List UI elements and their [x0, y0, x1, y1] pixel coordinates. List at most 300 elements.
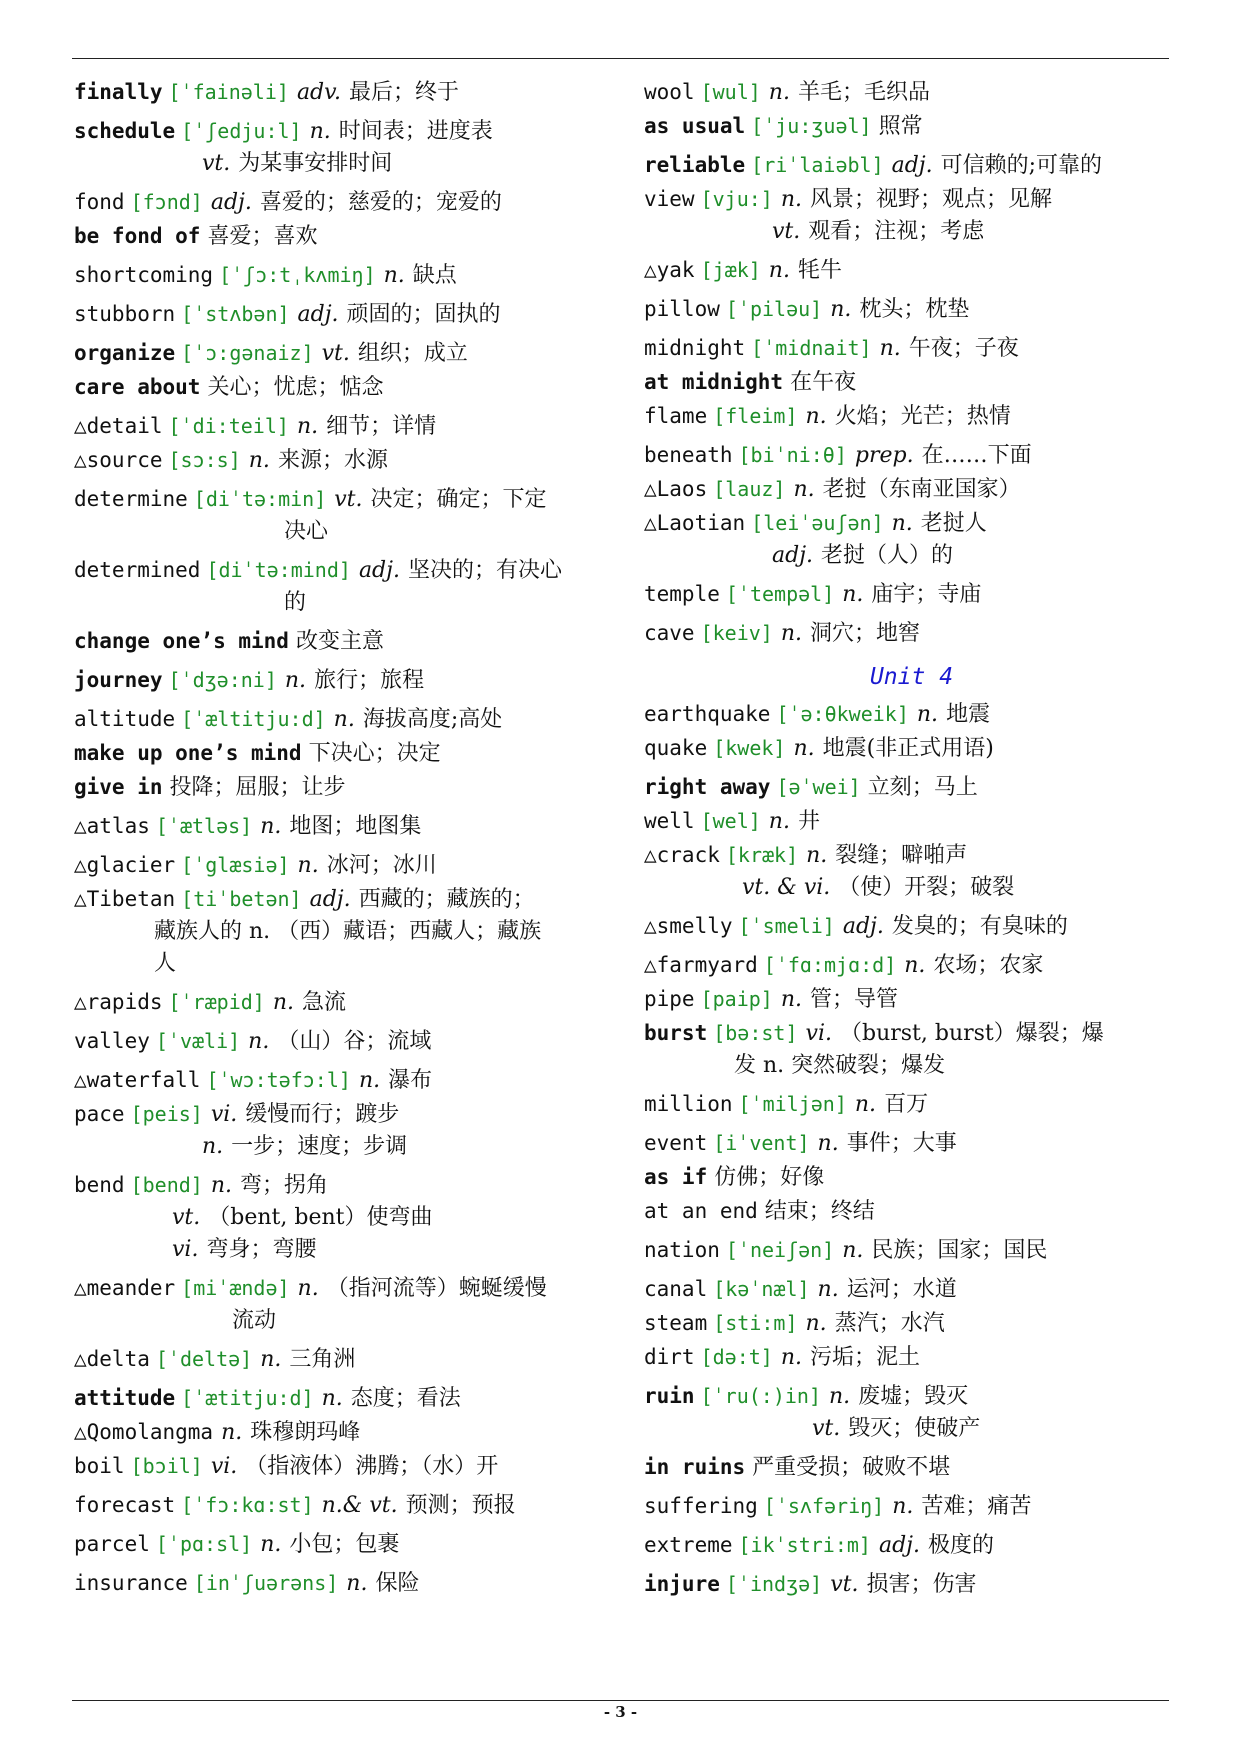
- entry-phonetic: [lauz]: [713, 477, 786, 501]
- entry-part-of-speech: n.: [830, 297, 852, 322]
- entry-word: care about: [74, 375, 201, 399]
- entry-word: △Qomolangma: [74, 1420, 214, 1444]
- entry-part-of-speech: vi.: [172, 1237, 199, 1262]
- entry-phonetic: [ˈwɔ:təfɔ:l]: [206, 1068, 351, 1092]
- entry-phonetic: [ˈvæli]: [155, 1029, 241, 1053]
- entry-phonetic: [peis]: [130, 1102, 203, 1126]
- entry-part-of-speech: vt.: [334, 487, 363, 512]
- entry-part-of-speech: n.: [321, 1386, 343, 1411]
- entry-word: million: [644, 1092, 733, 1116]
- entry-word: altitude: [74, 707, 176, 731]
- entry-phonetic: [wul]: [700, 80, 761, 104]
- entry-part-of-speech: n.: [780, 1345, 802, 1370]
- entry-definition: 污垢；泥土: [810, 1345, 921, 1370]
- entry-part-of-speech: adj.: [772, 543, 814, 568]
- entry-phonetic: [ˈætitju:d]: [181, 1386, 314, 1410]
- entry-part-of-speech: adj.: [842, 914, 884, 939]
- entry-phonetic: [ˈætləs]: [155, 814, 253, 838]
- entry-definition: 态度；看法: [350, 1386, 461, 1411]
- entry-word: valley: [74, 1029, 150, 1053]
- entry-phonetic: [ˈʃɔ:tˌkʌmiŋ]: [219, 263, 376, 287]
- entry-definition: 老挝（人）的: [821, 543, 954, 568]
- entry-phonetic: [sti:m]: [713, 1311, 798, 1335]
- vocab-entry: [74, 337, 604, 370]
- entry-phonetic: [əˈwei]: [776, 775, 861, 799]
- entry-phonetic: [ˈpɑ:sl]: [155, 1532, 253, 1556]
- entry-word: △farmyard: [644, 953, 758, 977]
- unit-heading: Unit 4: [869, 664, 954, 690]
- entry-word: △smelly: [644, 914, 733, 938]
- entry-word: beneath: [644, 443, 733, 467]
- entry-definition: （山）谷；流域: [277, 1029, 432, 1054]
- entry-part-of-speech: n.: [768, 80, 790, 105]
- entry-definition: 地图；地图集: [289, 814, 422, 839]
- vocab-entry: [644, 805, 1179, 838]
- entry-continuation: [74, 1131, 604, 1163]
- vocab-entry: [644, 110, 1179, 143]
- entry-part-of-speech: adj.: [297, 302, 339, 327]
- entry-definition: 地震(非正式用语): [822, 736, 994, 761]
- entry-definition: 枕头；枕垫: [859, 297, 970, 322]
- entry-definition: 在……下面: [921, 443, 1032, 468]
- entry-definition: 牦牛: [797, 258, 842, 283]
- vocab-entry: [74, 1272, 604, 1337]
- left-column: [74, 76, 604, 1606]
- entry-part-of-speech: n.: [346, 1571, 368, 1596]
- entry-word: boil: [74, 1454, 125, 1478]
- entry-phonetic: [ˈmiljən]: [738, 1092, 847, 1116]
- entry-phonetic: [ˈsmeli]: [738, 914, 835, 938]
- entry-word: make up one’s mind: [74, 741, 302, 765]
- entry-phonetic: [diˈtə:mind]: [206, 558, 351, 582]
- entry-phonetic: [keiv]: [700, 621, 773, 645]
- entry-phonetic: [ˈfɑ:mjɑ:d]: [763, 953, 897, 977]
- entry-part-of-speech: n.: [210, 1173, 232, 1198]
- entry-continuation: [74, 148, 604, 180]
- vocab-entry: [644, 1341, 1179, 1374]
- entry-phonetic: [ˈræpid]: [168, 990, 265, 1014]
- entry-part-of-speech: n.: [817, 1131, 839, 1156]
- entry-definition: 改变主意: [295, 629, 384, 654]
- entry-continuation: [644, 216, 1179, 248]
- entry-word: fond: [74, 190, 125, 214]
- entry-definition: 弯；拐角: [240, 1173, 329, 1198]
- vocab-entry: [644, 617, 1179, 650]
- entry-definition: 关心；忧虑；惦念: [207, 375, 384, 400]
- entry-definition: （指液体）沸腾；（水）开: [245, 1454, 499, 1479]
- entry-definition: 急流: [302, 990, 347, 1015]
- vocab-entry: [644, 366, 1179, 399]
- entry-word: in ruins: [644, 1455, 746, 1479]
- entry-part-of-speech: n.: [260, 814, 282, 839]
- vocab-entry: [74, 1064, 604, 1097]
- vocab-entry: [644, 439, 1179, 472]
- entry-definition: 毁灭；使破产: [848, 1416, 981, 1441]
- entry-definition: 苦难；痛苦: [921, 1494, 1032, 1519]
- entry-phonetic: [kræk]: [725, 843, 799, 867]
- entry-definition: 来源；水源: [277, 448, 388, 473]
- entry-word: △atlas: [74, 814, 150, 838]
- entry-definition: 事件；大事: [846, 1131, 957, 1156]
- entry-part-of-speech: n.: [202, 1134, 224, 1159]
- entry-part-of-speech: vt.: [172, 1205, 201, 1230]
- entry-word: △delta: [74, 1347, 150, 1371]
- entry-phonetic: [ˈindʒə]: [725, 1572, 823, 1596]
- entry-definition: 结束；终结: [764, 1199, 875, 1224]
- entry-word: burst: [644, 1021, 708, 1045]
- entry-part-of-speech: n.: [297, 1276, 319, 1301]
- entry-phonetic: [ˈtempəl]: [725, 582, 835, 606]
- vocab-entry: [74, 410, 604, 443]
- vocab-entry: [74, 220, 604, 253]
- entry-definition: 管；导管: [810, 987, 899, 1012]
- vocab-entry: [644, 149, 1179, 182]
- entry-definition: 损害；伤害: [866, 1572, 977, 1597]
- entry-phonetic: [kwek]: [713, 736, 786, 760]
- vocab-entry: [74, 298, 604, 331]
- entry-word: determined: [74, 558, 201, 582]
- vocab-entry: [644, 1307, 1179, 1340]
- entry-continuation: [644, 540, 1179, 572]
- entry-word: △meander: [74, 1276, 176, 1300]
- entry-definition: 流动: [232, 1308, 277, 1333]
- entry-part-of-speech: vt.: [321, 341, 350, 366]
- entry-definition: （burst, burst）爆裂；爆: [839, 1021, 1104, 1046]
- entry-definition: 庙宇；寺庙: [871, 582, 982, 607]
- entry-word: stubborn: [74, 302, 176, 326]
- entry-part-of-speech: n.: [842, 582, 864, 607]
- entry-definition: （指河流等）蜿蜒缓慢: [326, 1276, 547, 1301]
- vocab-entry: [644, 1088, 1179, 1121]
- entry-word: ruin: [644, 1384, 695, 1408]
- entry-definition: 下决心；决定: [308, 741, 441, 766]
- entry-word: temple: [644, 582, 720, 606]
- entry-part-of-speech: prep.: [854, 443, 914, 468]
- entry-definition: 照常: [878, 114, 923, 139]
- entry-word: as usual: [644, 114, 746, 138]
- vocab-entry: [644, 1127, 1179, 1160]
- entry-word: △Laos: [644, 477, 708, 501]
- entry-part-of-speech: adj.: [891, 153, 933, 178]
- entry-phonetic: [kəˈnæl]: [713, 1277, 810, 1301]
- entry-word: at midnight: [644, 370, 784, 394]
- vocab-entry: [74, 664, 604, 697]
- entry-definition: 缓慢而行；踱步: [245, 1102, 400, 1127]
- entry-word: reliable: [644, 153, 746, 177]
- entry-word: △glacier: [74, 853, 176, 877]
- vocab-entry: [644, 254, 1179, 287]
- entry-definition: 严重受损；破败不堪: [752, 1455, 951, 1480]
- vocab-entry: [644, 983, 1179, 1016]
- entry-part-of-speech: n.: [793, 477, 815, 502]
- entry-phonetic: [ˈdi:teil]: [168, 414, 289, 438]
- entry-word: earthquake: [644, 702, 771, 726]
- entry-definition: 废墟；毁灭: [858, 1384, 969, 1409]
- entry-part-of-speech: n.: [829, 1384, 851, 1409]
- entry-word: △source: [74, 448, 163, 472]
- entry-part-of-speech: vt.: [772, 219, 801, 244]
- entry-word: change one’s mind: [74, 629, 289, 653]
- entry-definition: 瀑布: [388, 1068, 433, 1093]
- entry-continuation: [74, 1202, 604, 1234]
- entry-part-of-speech: n.: [892, 1494, 914, 1519]
- footer-rule: [72, 1700, 1169, 1701]
- entry-phonetic: [ˈsʌfəriŋ]: [763, 1494, 885, 1518]
- entry-part-of-speech: n.: [248, 448, 270, 473]
- entry-definition: 老挝人: [920, 511, 987, 536]
- entry-phonetic: [bɔil]: [130, 1454, 203, 1478]
- vocab-entry: [644, 1195, 1179, 1228]
- header-rule: [72, 58, 1169, 59]
- vocab-entry: [644, 183, 1179, 248]
- entry-part-of-speech: n.: [854, 1092, 877, 1117]
- entry-part-of-speech: n.: [793, 736, 815, 761]
- entry-phonetic: [iˈvent]: [713, 1131, 810, 1155]
- entry-phonetic: [fleim]: [713, 404, 798, 428]
- entry-definition: 羊毛；毛织品: [797, 80, 930, 105]
- entry-part-of-speech: adv.: [296, 80, 341, 105]
- vocab-entry: [74, 849, 604, 882]
- vocab-entry: [644, 293, 1179, 326]
- entry-definition: 井: [797, 809, 820, 834]
- entry-phonetic: [fɔnd]: [130, 190, 203, 214]
- vocab-entry: [74, 986, 604, 1019]
- entry-phonetic: [miˈændə]: [181, 1276, 290, 1300]
- entry-word: finally: [74, 80, 163, 104]
- entry-definition: 发臭的；有臭味的: [891, 914, 1068, 939]
- entry-definition: 冰河；冰川: [326, 853, 437, 878]
- entry-phonetic: [wel]: [700, 809, 761, 833]
- entry-phonetic: [ˈfɔ:kɑ:st]: [181, 1493, 314, 1517]
- entry-word: bend: [74, 1173, 125, 1197]
- entry-phonetic: [riˈlaiəbl]: [751, 153, 884, 177]
- entry-part-of-speech: n.& vt.: [321, 1493, 398, 1518]
- vocab-entry: [644, 332, 1179, 365]
- entry-definition: 藏族人的 n. （西）藏语；西藏人；藏族: [154, 919, 542, 944]
- entry-part-of-speech: vi.: [210, 1102, 238, 1127]
- vocab-entry: [644, 1568, 1179, 1601]
- entry-word: insurance: [74, 1571, 188, 1595]
- entry-part-of-speech: n.: [780, 987, 802, 1012]
- entry-definition: 为某事安排时间: [238, 151, 393, 176]
- vocab-entry: [74, 76, 604, 109]
- entry-definition: 海拔高度;高处: [362, 707, 503, 732]
- entry-part-of-speech: n.: [768, 809, 790, 834]
- vocab-entry: [644, 1234, 1179, 1267]
- entry-word: wool: [644, 80, 695, 104]
- entry-part-of-speech: n.: [780, 621, 802, 646]
- entry-part-of-speech: vt.: [202, 151, 231, 176]
- entry-phonetic: [bə:st]: [713, 1021, 798, 1045]
- entry-phonetic: [sɔ:s]: [168, 448, 241, 472]
- vocab-entry: [74, 186, 604, 219]
- entry-definition: 民族；国家；国民: [871, 1238, 1048, 1263]
- vocab-entry: [74, 703, 604, 736]
- vocab-entry: [644, 578, 1179, 611]
- entry-definition: 顽固的；固执的: [346, 302, 501, 327]
- entry-part-of-speech: vt. & vi.: [742, 875, 831, 900]
- entry-continuation: [74, 516, 604, 548]
- entry-word: pipe: [644, 987, 695, 1011]
- entry-definition: 时间表；进度表: [338, 119, 493, 144]
- entry-definition: 组织；成立: [357, 341, 468, 366]
- entry-part-of-speech: n.: [780, 187, 802, 212]
- entry-part-of-speech: n.: [891, 511, 913, 536]
- entry-continuation: [644, 872, 1179, 904]
- entry-word: △rapids: [74, 990, 163, 1014]
- vocab-entry: [644, 698, 1179, 731]
- entry-phonetic: [diˈtə:min]: [193, 487, 327, 511]
- vocab-entry: [74, 1450, 604, 1483]
- entry-phonetic: [ˈju:ʒuəl]: [751, 114, 872, 138]
- vocab-entry: [644, 949, 1179, 982]
- vocab-entry: [644, 1017, 1179, 1082]
- entry-part-of-speech: n.: [260, 1532, 282, 1557]
- entry-part-of-speech: n.: [284, 668, 307, 693]
- entry-word: △crack: [644, 843, 720, 867]
- entry-definition: 最后；终于: [348, 80, 459, 105]
- vocab-entry: [74, 371, 604, 404]
- entry-phonetic: [ˈmidnait]: [751, 336, 872, 360]
- vocab-entry: [644, 910, 1179, 943]
- entry-part-of-speech: n.: [260, 1347, 282, 1372]
- entry-definition: 决心: [284, 519, 329, 544]
- entry-part-of-speech: n.: [916, 702, 939, 727]
- page-number: - 3 -: [603, 1703, 638, 1721]
- entry-definition: 观看；注视；考虑: [808, 219, 985, 244]
- entry-part-of-speech: adj.: [358, 558, 400, 583]
- entry-word: pace: [74, 1102, 125, 1126]
- vocab-entry: [644, 400, 1179, 433]
- entry-part-of-speech: adj.: [309, 887, 351, 912]
- entry-definition: 三角洲: [289, 1347, 356, 1372]
- vocab-entry: [74, 259, 604, 292]
- entry-definition: 投降；屈服；让步: [169, 775, 346, 800]
- entry-part-of-speech: n.: [309, 119, 331, 144]
- entry-phonetic: [biˈni:θ]: [738, 443, 847, 467]
- entry-definition: 风景；视野；观点；见解: [810, 187, 1053, 212]
- entry-phonetic: [inˈʃuərəns]: [193, 1571, 339, 1595]
- entry-word: midnight: [644, 336, 746, 360]
- vocab-entry: [74, 1489, 604, 1522]
- vocab-entry: [644, 507, 1179, 572]
- entry-part-of-speech: vt.: [812, 1416, 841, 1441]
- entry-definition: 缺点: [412, 263, 457, 288]
- entry-definition: 珠穆朗玛峰: [250, 1420, 361, 1445]
- entry-phonetic: [ˈə:θkweik]: [776, 702, 909, 726]
- vocab-entry: [74, 771, 604, 804]
- vocab-entry: [74, 810, 604, 843]
- entry-word: view: [644, 187, 695, 211]
- entry-word: determine: [74, 487, 188, 511]
- entry-part-of-speech: n.: [768, 258, 790, 283]
- entry-definition: （bent, bent）使弯曲: [208, 1205, 433, 1230]
- entry-continuation: [74, 587, 604, 619]
- entry-definition: 立刻；马上: [867, 775, 978, 800]
- entry-word: extreme: [644, 1533, 733, 1557]
- entry-definition: 小包；包裹: [289, 1532, 400, 1557]
- entry-definition: 决定；确定；下定: [370, 487, 547, 512]
- entry-continuation: [644, 1413, 1179, 1445]
- entry-definition: 午夜；子夜: [908, 336, 1019, 361]
- entry-definition: 细节；详情: [326, 414, 437, 439]
- entry-phonetic: [ˈɔ:gənaiz]: [181, 341, 314, 365]
- entry-definition: 弯身；弯腰: [206, 1237, 317, 1262]
- entry-phonetic: [paip]: [700, 987, 773, 1011]
- entry-word: as if: [644, 1165, 708, 1189]
- entry-definition: 蒸汽；水汽: [834, 1311, 945, 1336]
- entry-phonetic: [tiˈbetən]: [181, 887, 302, 911]
- vocab-entry: [74, 444, 604, 477]
- entry-definition: 极度的: [927, 1533, 994, 1558]
- entry-phonetic: [bend]: [130, 1173, 203, 1197]
- entry-definition: 可信赖的;可靠的: [940, 153, 1103, 178]
- entry-word: canal: [644, 1277, 708, 1301]
- entry-word: cave: [644, 621, 695, 645]
- entry-definition: 在午夜: [790, 370, 857, 395]
- entry-word: shortcoming: [74, 263, 214, 287]
- vocab-entry: [644, 1380, 1179, 1445]
- vocab-entry: [74, 1382, 604, 1415]
- vocab-entry: [74, 1025, 604, 1058]
- entry-definition: 保险: [375, 1571, 420, 1596]
- entry-phonetic: [ˈneiʃən]: [725, 1238, 835, 1262]
- entry-definition: （使）开裂；破裂: [838, 875, 1015, 900]
- entry-word: at an end: [644, 1199, 758, 1223]
- entry-continuation: [74, 916, 604, 948]
- entry-continuation: [74, 1234, 604, 1266]
- entry-word: give in: [74, 775, 163, 799]
- entry-continuation: [74, 948, 604, 980]
- entry-definition: 裂缝；噼啪声: [835, 843, 968, 868]
- entry-part-of-speech: vi.: [805, 1021, 832, 1046]
- entry-phonetic: [ˈdeltə]: [155, 1347, 253, 1371]
- entry-part-of-speech: n.: [221, 1420, 243, 1445]
- entry-part-of-speech: n.: [805, 404, 827, 429]
- entry-part-of-speech: n.: [806, 843, 828, 868]
- entry-word: △waterfall: [74, 1068, 201, 1092]
- entry-word: injure: [644, 1572, 720, 1596]
- vocab-entry: [644, 1451, 1179, 1484]
- entry-part-of-speech: vi.: [210, 1454, 238, 1479]
- entry-definition: 坚决的；有决心: [407, 558, 562, 583]
- entry-phonetic: [ˈstʌbən]: [181, 302, 290, 326]
- vocab-entry: [74, 1169, 604, 1266]
- vocab-entry: [644, 839, 1179, 904]
- entry-phonetic: [ˈglæsiə]: [181, 853, 290, 877]
- entry-definition: 发 n. 突然破裂；爆发: [734, 1053, 946, 1078]
- entry-definition: 旅行；旅程: [314, 668, 425, 693]
- entry-word: △yak: [644, 258, 695, 282]
- entry-part-of-speech: n.: [358, 1068, 381, 1093]
- vocab-entry: [74, 483, 604, 548]
- entry-part-of-speech: n.: [879, 336, 901, 361]
- entry-definition: 运河；水道: [846, 1277, 957, 1302]
- entry-phonetic: [jæk]: [700, 258, 761, 282]
- entry-part-of-speech: adj.: [878, 1533, 920, 1558]
- entry-word: parcel: [74, 1532, 150, 1556]
- entry-part-of-speech: n.: [383, 263, 405, 288]
- vocab-entry: [74, 1098, 604, 1163]
- entry-word: well: [644, 809, 695, 833]
- entry-word: be fond of: [74, 224, 201, 248]
- entry-word: organize: [74, 341, 176, 365]
- entry-word: right away: [644, 775, 771, 799]
- entry-definition: 西藏的；藏族的；: [358, 887, 535, 912]
- entry-phonetic: [ˈæltitju:d]: [181, 707, 326, 731]
- entry-word: steam: [644, 1311, 708, 1335]
- vocab-entry: [644, 76, 1179, 109]
